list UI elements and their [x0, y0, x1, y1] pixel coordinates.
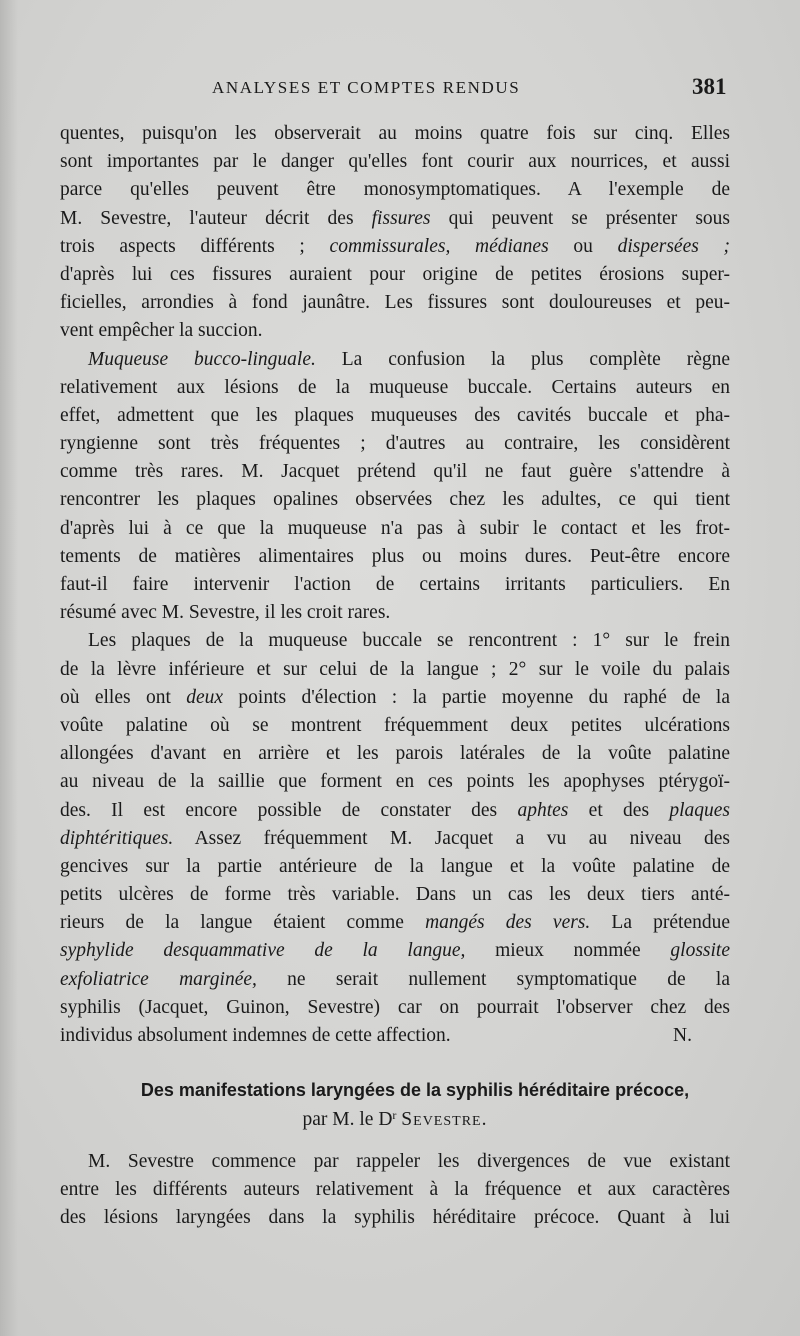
text-line: petits ulcères de forme très variable. Dans un cas les deux tiers anté-: [60, 884, 730, 906]
text-line: exfoliatrice marginée, ne serait nullement symptomatique de la: [60, 968, 730, 990]
article-title: Des manifestations laryngées de la syphilis héréditaire précoce,: [140, 1080, 690, 1100]
running-head-title: ANALYSES ET COMPTES RENDUS: [212, 78, 521, 97]
text-line: des lésions laryngées dans la syphilis héréditaire précoce. Quant à lui: [60, 1207, 730, 1229]
text-line: gencives sur la partie antérieure de la langue et la voûte palatine de: [60, 855, 730, 877]
text-line: faut-il faire intervenir l'action de certains irritants particuliers. En: [60, 574, 730, 595]
text-line: sont importantes par le danger qu'elles font courir aux nourrices, et aussi: [60, 151, 730, 173]
text-line: M. Sevestre, l'auteur décrit des fissures qui peuvent se présenter sous: [60, 207, 730, 229]
text-line: syphylide desquammative de la langue, mieux nommée glossite: [60, 940, 730, 962]
text-line: des. Il est encore possible de constater des aphtes et des plaques: [60, 799, 730, 821]
text-line: vent empêcher la succion.: [60, 320, 263, 342]
text-line: au niveau de la saillie que forment en ces points les apophyses ptérygoï-: [60, 771, 730, 793]
text-line: d'après lui à ce que la muqueuse n'a pas à subir le contact et les frot-: [60, 517, 730, 539]
text-line: résumé avec M. Sevestre, il les croit rares.: [60, 602, 391, 624]
text-line: voûte palatine où se montrent fréquemment deux petites ulcérations: [60, 714, 730, 736]
text-line: quentes, puisqu'on les observerait au moins quatre fois sur cinq. Elles: [60, 123, 730, 144]
italic-term: commissurales, médianes: [329, 235, 549, 257]
italic-term: dispersées ;: [617, 235, 730, 257]
text-line: rencontrer les plaques opalines observées chez les adultes, ce qui tient: [60, 489, 730, 511]
text-line: Les plaques de la muqueuse buccale se rencontrent : 1° sur le frein: [88, 630, 730, 652]
text-line: M. Sevestre commence par rappeler les divergences de vue existant: [88, 1151, 730, 1172]
text-line: d'après lui ces fissures auraient pour origine de petites érosions super-: [60, 263, 730, 285]
text-line: de la lèvre inférieure et sur celui de la langue ; 2° sur le voile du palais: [60, 658, 730, 680]
author-name: Sevestre.: [401, 1109, 488, 1130]
italic-term: mangés des vers.: [425, 912, 591, 934]
italic-term: exfoliatrice marginée,: [60, 968, 257, 990]
section-heading-inline: Muqueuse bucco-linguale.: [88, 348, 316, 370]
text-line: syphilis (Jacquet, Guinon, Sevestre) car on pourrait l'observer chez des: [60, 996, 730, 1018]
text-line: diphtéritiques. Assez fréquemment M. Jacquet a vu au niveau des: [60, 827, 730, 849]
text-line: tements de matières alimentaires plus ou moins dures. Peut-être encore: [60, 545, 730, 567]
text-line: Muqueuse bucco-linguale. La confusion la plus complète règne: [88, 348, 730, 370]
article-byline: par M. le $D^r$ Sevestre.: [302, 1108, 488, 1130]
italic-term: fissures: [371, 207, 431, 229]
text-line: trois aspects différents ; commissurales, médianes ou dispersées ;: [60, 235, 730, 257]
text-line: ryngienne sont très fréquentes ; d'autres au contraire, les considèrent: [60, 433, 730, 455]
text-line: relativement aux lésions de la muqueuse buccale. Certains auteurs en: [60, 376, 730, 398]
text-line: effet, admettent que les plaques muqueuses des cavités buccale et pha-: [60, 404, 730, 426]
article-body-text: [60, 1148, 730, 1233]
text-line: allongées d'avant en arrière et les parois latérales de la voûte palatine: [60, 743, 730, 765]
italic-term: plaques: [669, 799, 730, 821]
text-line: individus absolument indemnes de cette affection. N.: [60, 1022, 730, 1050]
text-line: rieurs de la langue étaient comme mangés des vers. La prétendue: [60, 912, 730, 934]
italic-term: diphtéritiques.: [60, 827, 174, 849]
body-text: [60, 120, 730, 1050]
italic-term: deux: [186, 686, 224, 708]
text-line: comme très rares. M. Jacquet prétend qu'il ne faut guère s'attendre à: [60, 461, 730, 483]
italic-term: syphylide desquammative de la langue,: [60, 940, 466, 962]
running-head: [0, 74, 800, 104]
binding-shadow: [0, 0, 18, 1336]
italic-term: aphtes: [517, 799, 569, 821]
page-number: 381: [692, 74, 727, 99]
text-line: où elles ont deux points d'élection : la partie moyenne du raphé de la: [60, 686, 730, 708]
text-line: parce qu'elles peuvent être monosymptomatiques. A l'exemple de: [60, 179, 730, 201]
reviewer-signature: N.: [673, 1025, 692, 1046]
text-line: ficielles, arrondies à fond jaunâtre. Les fissures sont douloureuses et peu-: [60, 292, 730, 314]
text-line: entre les différents auteurs relativement à la fréquence et aux caractères: [60, 1179, 730, 1201]
italic-term: glossite: [670, 940, 730, 962]
